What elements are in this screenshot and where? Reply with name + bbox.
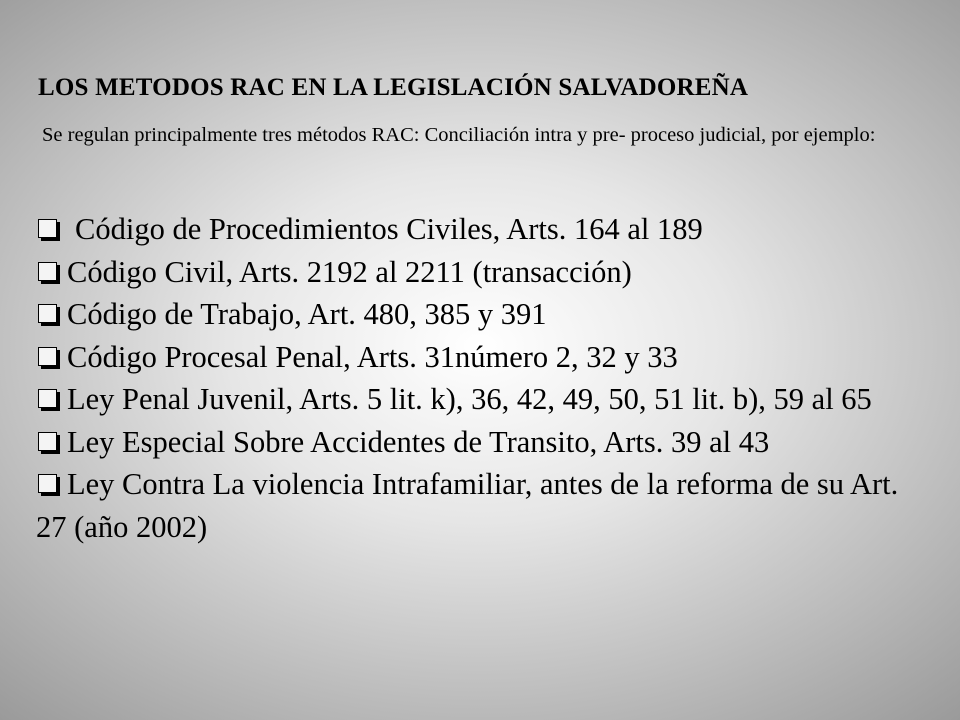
list-item-text: Ley Especial Sobre Accidentes de Transito, Arts. 39 al 43 (67, 424, 770, 459)
list-item-text: Ley Penal Juvenil, Arts. 5 lit. k), 36, 42, 49, 50, 51 lit. b), 59 al 65 (67, 382, 872, 416)
list-item-text: Código Procesal Penal, Arts. 31número 2, 32 y 33 (67, 339, 678, 374)
square-bullet-icon (38, 474, 57, 493)
list-item (36, 421, 916, 464)
list-item-text: Código de Procedimientos Civiles, Arts. 164 al 189 (75, 212, 703, 246)
square-bullet-icon (38, 219, 57, 238)
intro-text: Se regulan principalmente tres métodos RAC: Conciliación intra y pre- proceso judicial, por ejemplo: (42, 124, 876, 146)
bullet-list (36, 208, 916, 548)
list-item (36, 336, 916, 379)
slide-title: LOS METODOS RAC EN LA LEGISLACIÓN SALVADOREÑA (38, 74, 749, 101)
list-item-text: Código Civil, Arts. 2192 al 2211 (transacción) (67, 254, 632, 289)
list-item (36, 208, 916, 251)
list-item-text: Código de Trabajo, Art. 480, 385 y 391 (67, 297, 547, 331)
list-item-text: Ley Contra La violencia Intrafamiliar, antes de la reforma de su Art. 27 (año 2002) (36, 467, 899, 544)
square-bullet-icon (38, 432, 57, 451)
list-item (36, 293, 916, 336)
list-item (36, 251, 916, 294)
square-bullet-icon (38, 304, 57, 323)
square-bullet-icon (38, 389, 57, 408)
list-item (36, 463, 916, 548)
square-bullet-icon (38, 262, 57, 281)
square-bullet-icon (38, 347, 57, 366)
list-item (36, 378, 916, 421)
